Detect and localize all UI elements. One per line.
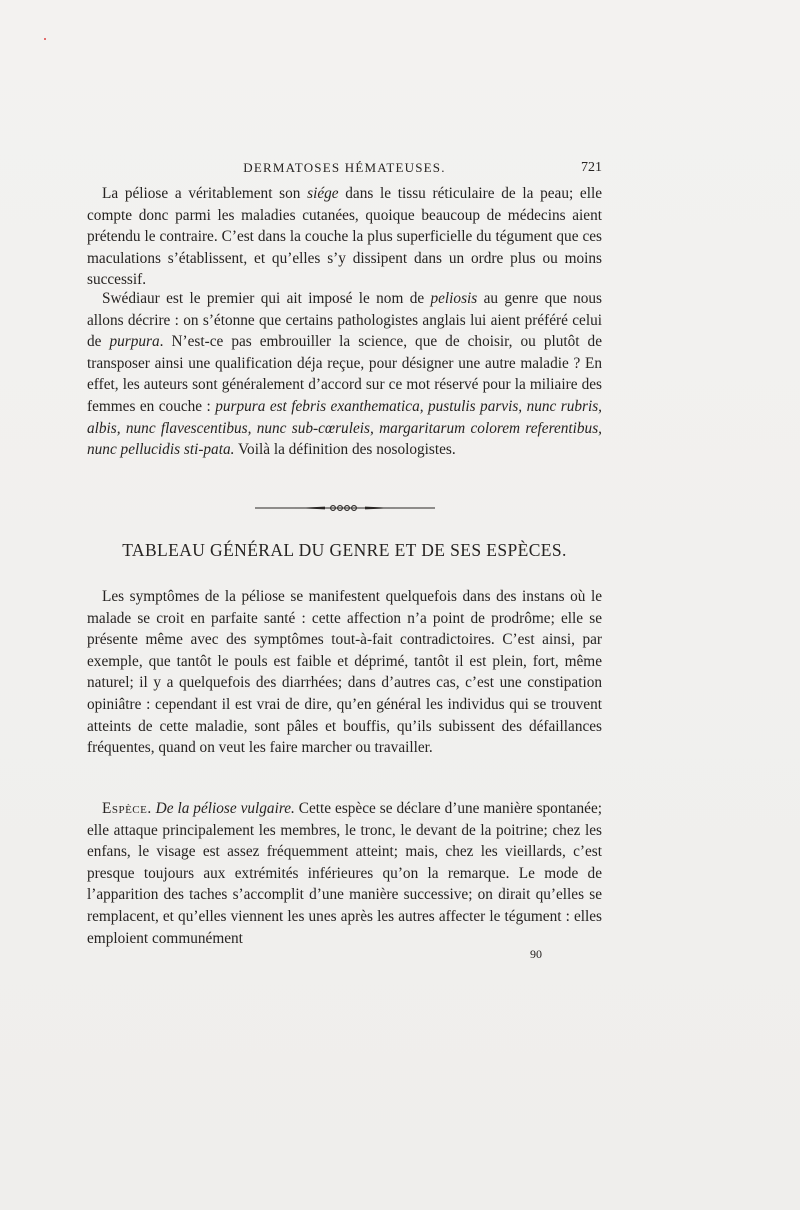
italic-text: De la péliose vulgaire. xyxy=(155,800,295,817)
running-title: DERMATOSES HÉMATEUSES. xyxy=(243,160,446,175)
italic-text: peliosis xyxy=(430,290,478,307)
running-head xyxy=(87,160,602,180)
signature-mark: 90 xyxy=(530,947,542,961)
paragraph-1 xyxy=(87,183,602,291)
paragraph-3 xyxy=(87,586,602,759)
text-run: Voilà la définition des nosologistes. xyxy=(234,441,456,459)
italic-text: purpura est febris exanthematica, pustulis parvis, nunc rubris, albis, nunc flavescentibus, nunc sub-cœruleis, margaritarum colorem referentibus, nunc pellucidis sti-pata. xyxy=(87,397,602,459)
italic-text: siége xyxy=(307,185,339,202)
ornamental-divider xyxy=(255,503,435,513)
paragraph-4 xyxy=(87,798,602,949)
paragraph-2 xyxy=(87,288,602,461)
text-run: dans le tissu réticulaire de la peau; elle compte donc parmi les maladies cutanées, quoique beaucoup de médecins aient prétendu le contraire. C’est dans la couche la plus superficielle du tégument que ces maculations s’établissent, et qu’elles s’y dissipent dans un ordre plus ou moins successif. xyxy=(87,185,603,289)
section-title: TABLEAU GÉNÉRAL DU GENRE ET DE SES ESPÈCES. xyxy=(122,540,567,560)
text-run: Swédiaur est le premier qui ait imposé le nom de xyxy=(102,290,431,307)
text-run: La péliose a véritablement son xyxy=(102,185,308,202)
page-number: 721 xyxy=(581,160,602,175)
italic-text: purpura xyxy=(109,333,160,351)
text-run: . N’est-ce pas embrouiller la science, que de choisir, ou plutôt de transposer ainsi une qualification déja reçue, pour désigner une autre maladie ? En effet, les auteurs sont généralement d’accord sur ce mot réservé pour la miliaire des femmes en couche : xyxy=(87,333,602,415)
text-run: Les symptômes de la péliose se manifestent quelquefois dans des instans où le malade se croit en parfaite santé : cette affection n’a point de prodrôme; elle se présente même avec des symptômes tout-à-fait contradictoires. C’est ainsi, par exemple, que tantôt le pouls est faible et déprimé, tantôt il est plein, fort, même naturel; il y a quelquefois des diarrhées; dans d’autres cas, c’est une constipation opiniâtre : cependant il est vrai de dire, qu’en général les individus qui se trouvent atteints de cette maladie, sont pâles et bouffis, qu’ils subissent des défaillances fréquentes, quand on veut les faire marcher ou travailler. xyxy=(87,588,602,757)
text-run: au genre que nous allons décrire : on s’étonne que certains pathologistes anglais lui aient préféré celui de xyxy=(87,290,602,351)
species-label: Espèce. xyxy=(102,800,152,817)
paper-speck xyxy=(44,38,46,40)
text-run: Cette espèce se déclare d’une manière spontanée; elle attaque principalement les membres, le tronc, le devant de la poitrine; chez les enfans, le visage est assez fréquemment atteint; mais, chez les vieillards, c’est presque toujours aux extrémités inférieures qu’on la remarque. Le mode de l’apparition des taches s’accomplit d’une manière successive; on dirait qu’elles se remplacent, et qu’elles viennent les unes après les autres affecter le tégument : elles emploient communément xyxy=(87,800,602,947)
